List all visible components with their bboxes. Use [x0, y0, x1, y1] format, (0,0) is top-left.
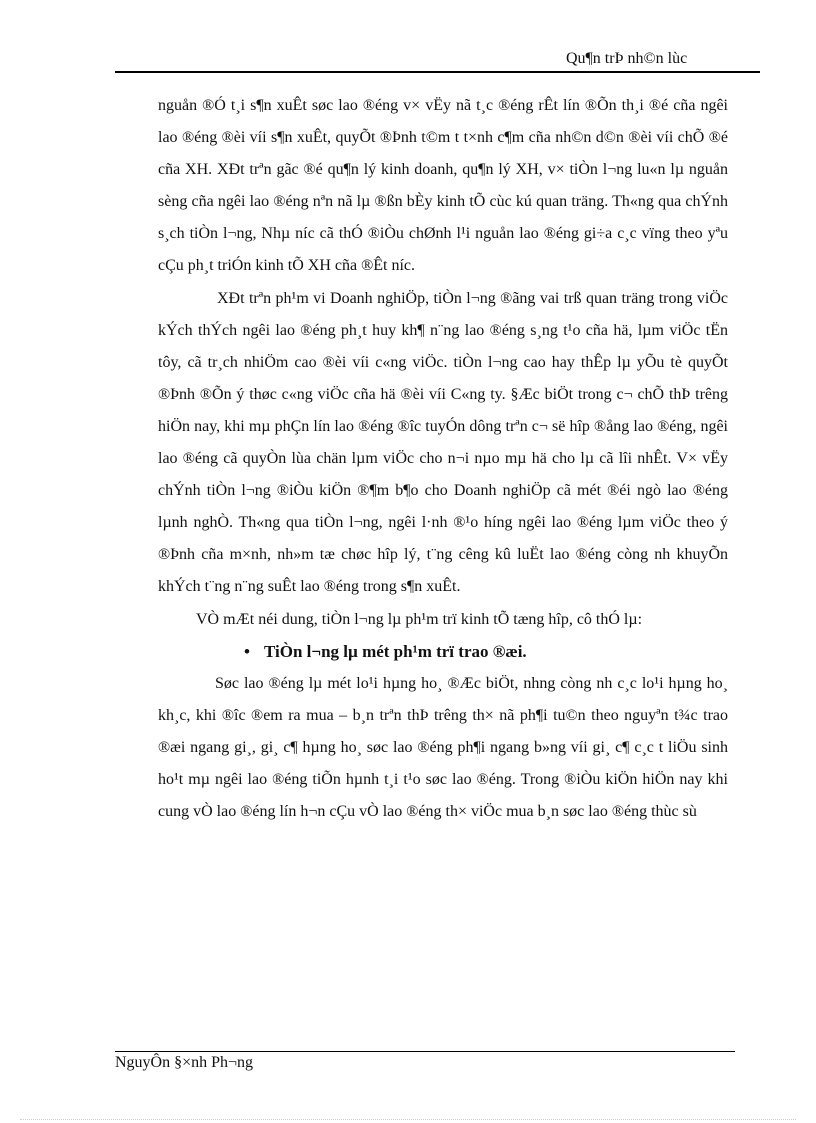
running-header: Qu¶n trÞ nh©n lùc: [566, 50, 688, 67]
paragraph-4: Søc lao ®éng lµ mét lo¹i hµng ho¸ ®Æc biÖt, nhng còng nh c¸c lo¹i hµng ho¸ kh¸c, khi ®îc ®em ra mua – b¸n trªn thÞ trêng th× nã ph¶i tu©n theo nguyªn t¾c trao ®æi ngang gi¸, gi¸ c¶ hµng ho¸ søc lao ®éng ph¶i ngang b»ng víi gi¸ c¶ c¸c t liÖu sinh ho¹t mµ ngêi lao ®éng tiÕn hµnh t¸i t¹o søc lao ®éng. Trong ®iÒu kiÖn hiÖn nay khi cung vÒ lao ®éng lín h¬n cÇu vÒ lao ®éng th× viÖc mua b¸n søc lao ®éng thùc sù: [158, 674, 728, 820]
page-edge-guide: [20, 1119, 796, 1120]
paragraph-2: XÐt trªn ph¹m vi Doanh nghiÖp, tiÒn l¬ng ®ãng vai trß quan träng trong viÖc kÝch thÝch ngêi lao ®éng ph¸t huy kh¶ n¨ng lao ®éng s¸ng t¹o cña hä, lµm viÖc tËn tôy, cã tr¸ch nhiÖm cao ®èi víi c«ng viÖc. tiÒn l¬ng cao hay thÊp lµ yÕu tè quyÕt ®Þnh ®Õn ý thøc c«ng viÖc cña hä ®èi víi C«ng ty. §Æc biÖt trong c¬ chÕ thÞ trêng hiÖn nay, khi mµ phÇn lín lao ®éng ®îc tuyÓn dông trªn c¬ së hîp ®ång lao ®éng, ngêi lao ®éng cã quyÒn lùa chän lµm viÖc cho n¬i nµo mµ hä cho lµ cã lîi nhÊt. V× vËy chÝnh tiÒn l¬ng ®iÒu kiÖn ®¶m b¶o cho Doanh nghiÖp cã mét ®éi ngò lao ®éng lµnh nghÒ. Th«ng qua tiÒn l¬ng, ngêi l·nh ®¹o híng ngêi lao ®éng lµm viÖc theo ý ®Þnh cña m×nh, nh»m tæ chøc hîp lý, t¨ng cêng kû luËt lao ®éng còng nh khuyÕn khÝch t¨ng n¨ng suÊt lao ®éng trong s¶n xuÊt.: [158, 289, 728, 596]
header-divider: [115, 71, 760, 73]
bullet-icon: •: [244, 641, 250, 661]
footer-divider: [115, 1051, 735, 1052]
bullet-item: [158, 636, 728, 668]
paragraph-3: VÒ mÆt néi dung, tiÒn l¬ng lµ ph¹m trï kinh tÕ tæng hîp, cô thÓ lµ:: [196, 610, 643, 628]
paragraph-1: nguån ®Ó t¸i s¶n xuÊt søc lao ®éng v× vËy nã t¸c ®éng rÊt lín ®Õn th¸i ®é cña ngêi lao ®éng ®èi víi s¶n xuÊt, quyÕt ®Þnh t©m t t×nh c¶m cña nh©n d©n ®èi víi chÕ ®é cña XH. XÐt trªn gãc ®é qu¶n lý kinh doanh, qu¶n lý XH, v× tiÒn l¬ng lu«n lµ nguån sèng cña ngêi lao ®éng nªn nã lµ ®ßn bÈy kinh tÕ cùc kú quan träng. Th«ng qua chÝnh s¸ch tiÒn l¬ng, Nhµ níc cã thÓ ®iÒu chØnh l¹i nguån lao ®éng gi÷a c¸c vïng theo yªu cÇu ph¸t triÓn kinh tÕ XH cña ®Êt níc.: [158, 97, 728, 275]
running-footer: NguyÔn §×nh Ph¬ng: [115, 1054, 254, 1071]
bullet-text: TiÒn l¬ng lµ mét ph¹m trï trao ®æi.: [264, 641, 527, 661]
document-body: [158, 90, 728, 828]
